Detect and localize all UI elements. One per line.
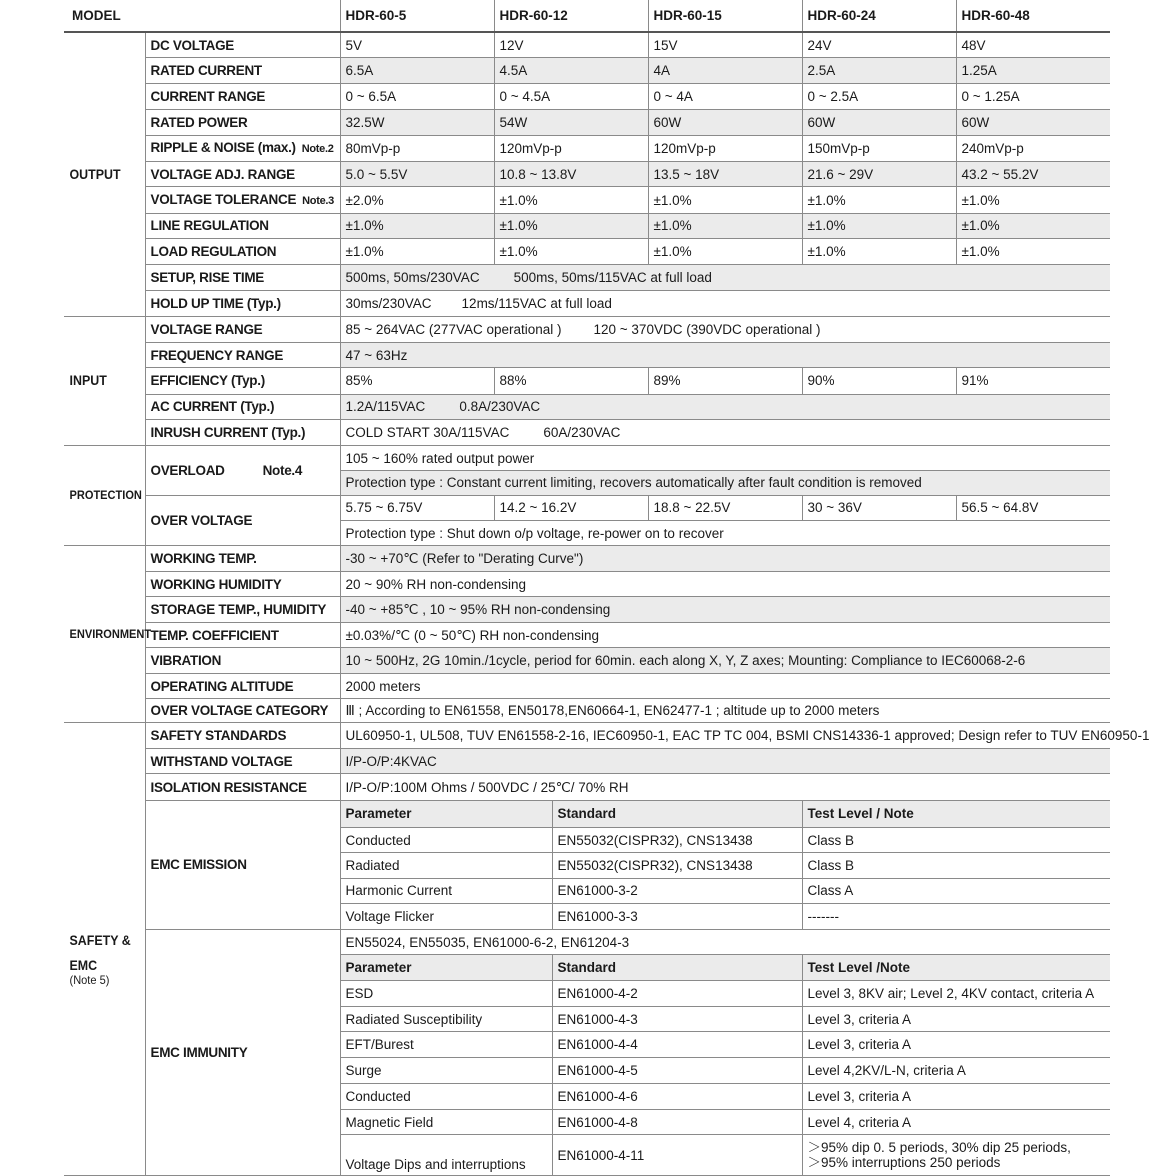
spec-value: 240mVp-p: [956, 135, 1110, 161]
table-cell: EN61000-4-6: [552, 1083, 802, 1109]
model-name: HDR-60-24: [802, 0, 956, 32]
spec-label-text: TEMP. COEFFICIENT: [150, 627, 279, 643]
spec-value: 120mVp-p: [494, 135, 648, 161]
spec-label-text: WORKING HUMIDITY: [150, 576, 282, 592]
spec-value: 60W: [648, 109, 802, 135]
spec-value: I/P-O/P:100M Ohms / 500VDC / 25℃/ 70% RH: [340, 774, 1110, 800]
spec-value: 0 ~ 6.5A: [340, 84, 494, 109]
spec-value: 18.8 ~ 22.5V: [648, 495, 802, 520]
spec-value: ±1.0%: [648, 238, 802, 264]
table-header: Parameter: [340, 955, 552, 980]
spec-value: 20 ~ 90% RH non-condensing: [340, 572, 1110, 596]
spec-value: ±0.03%/℃ (0 ~ 50℃) RH non-condensing: [340, 622, 1110, 647]
table-cell: [802, 1135, 1110, 1176]
spec-row: [64, 495, 1110, 520]
table-cell: Conducted: [340, 828, 552, 853]
spec-value: [340, 265, 1110, 290]
spec-row: [64, 265, 1110, 290]
spec-value: 43.2 ~ 55.2V: [956, 162, 1110, 187]
table-cell: Voltage Flicker: [340, 903, 552, 929]
table-cell: EN55032(CISPR32), CNS13438: [552, 853, 802, 878]
spec-value: 21.6 ~ 29V: [802, 162, 956, 187]
overload-label: [145, 446, 340, 496]
spec-row: [64, 316, 1110, 342]
table-cell: Level 3, criteria A: [802, 1006, 1110, 1031]
spec-label-text: WORKING TEMP.: [150, 551, 257, 567]
spec-label-text: OVER VOLTAGE CATEGORY: [150, 702, 329, 718]
spec-value: EN55024, EN55035, EN61000-6-2, EN61204-3: [340, 930, 1110, 955]
spec-row: [64, 84, 1110, 109]
spec-label-text: STORAGE TEMP., HUMIDITY: [150, 601, 327, 617]
spec-label: [145, 187, 340, 213]
spec-row: [64, 238, 1110, 264]
table-cell: Class B: [802, 853, 1110, 878]
spec-label-text: SAFETY STANDARDS: [150, 728, 287, 744]
spec-value: 5.0 ~ 5.5V: [340, 162, 494, 187]
spec-row: [64, 572, 1110, 596]
spec-value: [340, 419, 1110, 445]
spec-label-text: OPERATING ALTITUDE: [150, 678, 294, 694]
spec-value: 30 ~ 36V: [802, 495, 956, 520]
spec-row: [64, 622, 1110, 647]
spec-value: 48V: [956, 32, 1110, 57]
spec-label: [145, 674, 340, 698]
spec-label: [145, 774, 340, 800]
group-safety: [64, 722, 139, 1175]
dips-line-1: ＞95% dip 0. 5 periods, 30% dip 25 periods,: [807, 1140, 1071, 1156]
model-name: HDR-60-15: [648, 0, 802, 32]
spec-label: [145, 162, 340, 187]
spec-value: 91%: [956, 368, 1110, 394]
spec-table: [64, 0, 1150, 1176]
spec-label-text: VIBRATION: [150, 653, 222, 669]
spec-label: [145, 394, 340, 419]
over-voltage-label: OVER VOLTAGE: [145, 495, 340, 546]
spec-row: [64, 774, 1110, 800]
table-cell: Level 3, criteria A: [802, 1083, 1110, 1109]
table-cell: Voltage Dips and interruptions: [340, 1135, 552, 1176]
table-cell: Level 3, 8KV air; Level 2, 4KV contact, criteria A: [802, 980, 1110, 1006]
table-header: Parameter: [340, 800, 552, 827]
spec-row: [64, 648, 1110, 674]
table-cell: Class A: [802, 878, 1110, 903]
model-name: HDR-60-48: [956, 0, 1110, 32]
spec-value-a: COLD START 30A/115VAC: [345, 424, 510, 440]
spec-value: 54W: [494, 109, 648, 135]
spec-row: [64, 930, 1110, 955]
spec-label-text: RATED CURRENT: [150, 63, 262, 79]
spec-value-b: 500ms, 50ms/115VAC at full load: [513, 269, 712, 285]
spec-value: 60W: [802, 109, 956, 135]
spec-label: [145, 419, 340, 445]
spec-label-text: FREQUENCY RANGE: [150, 347, 284, 363]
spec-value: ±1.0%: [802, 238, 956, 264]
table-header: Test Level /Note: [802, 955, 1110, 980]
table-cell: Class B: [802, 828, 1110, 853]
spec-label: [145, 343, 340, 368]
spec-value: 32.5W: [340, 109, 494, 135]
table-header: Standard: [552, 800, 802, 827]
dips-line-2: ＞95% interruptions 250 periods: [807, 1155, 1001, 1171]
spec-value-b: 60A/230VAC: [543, 424, 621, 440]
spec-value: ±1.0%: [648, 187, 802, 213]
spec-label-text: EFFICIENCY (Typ.): [150, 373, 265, 389]
spec-label: [145, 698, 340, 722]
spec-value: ±1.0%: [340, 213, 494, 238]
spec-label: [145, 84, 340, 109]
spec-row: [64, 722, 1110, 748]
spec-value: 2000 meters: [340, 674, 1110, 698]
spec-value: -30 ~ +70℃ (Refer to "Derating Curve"): [340, 546, 1110, 572]
spec-value: 56.5 ~ 64.8V: [956, 495, 1110, 520]
group-safety-line1: SAFETY &: [69, 932, 131, 948]
spec-value: 6.5A: [340, 58, 494, 84]
model-label: MODEL: [64, 0, 340, 32]
spec-row: [64, 0, 1110, 32]
spec-value: 0 ~ 4.5A: [494, 84, 648, 109]
overload-label-text: OVERLOAD: [150, 462, 225, 478]
spec-label: [145, 58, 340, 84]
spec-value: 10.8 ~ 13.8V: [494, 162, 648, 187]
spec-label: [145, 32, 340, 57]
table-cell: Level 3, criteria A: [802, 1032, 1110, 1058]
spec-note: Note.3: [302, 194, 334, 207]
spec-value-b: 0.8A/230VAC: [459, 399, 541, 415]
spec-label-text: VOLTAGE ADJ. RANGE: [150, 166, 295, 182]
spec-label: [145, 622, 340, 647]
spec-row: [64, 343, 1110, 368]
table-cell: EN61000-3-2: [552, 878, 802, 903]
spec-value: 150mVp-p: [802, 135, 956, 161]
table-cell: -------: [802, 903, 1110, 929]
group-safety-line2: EMC: [69, 957, 98, 973]
spec-value: Protection type : Shut down o/p voltage, re-power on to recover: [340, 520, 1110, 545]
spec-value: ±1.0%: [494, 213, 648, 238]
spec-label-text: DC VOLTAGE: [150, 37, 234, 53]
spec-value: 4.5A: [494, 58, 648, 84]
spec-label: [145, 290, 340, 316]
overload-note: Note.4: [262, 462, 303, 478]
spec-label-text: WITHSTAND VOLTAGE: [150, 753, 293, 769]
group-environment: ENVIRONMENT: [64, 546, 139, 723]
spec-label: [145, 572, 340, 596]
spec-value: 1.25A: [956, 58, 1110, 84]
spec-label-text: AC CURRENT (Typ.): [150, 399, 275, 415]
table-header: Test Level / Note: [802, 800, 1110, 827]
spec-value: 90%: [802, 368, 956, 394]
spec-label: [145, 722, 340, 748]
spec-value: -40 ~ +85℃ , 10 ~ 95% RH non-condensing: [340, 596, 1110, 622]
table-cell: Harmonic Current: [340, 878, 552, 903]
group-output: OUTPUT: [64, 32, 139, 316]
spec-value: ±1.0%: [956, 213, 1110, 238]
table-cell: Surge: [340, 1058, 552, 1083]
spec-value: 4A: [648, 58, 802, 84]
spec-label: [145, 316, 340, 342]
spec-row: [64, 109, 1110, 135]
table-cell: Level 4,2KV/L-N, criteria A: [802, 1058, 1110, 1083]
spec-label-text: LINE REGULATION: [150, 218, 269, 234]
spec-label-text: SETUP, RISE TIME: [150, 269, 264, 285]
spec-value: 120mVp-p: [648, 135, 802, 161]
spec-label: [145, 265, 340, 290]
group-safety-note: (Note 5): [69, 972, 110, 987]
spec-label-text: HOLD UP TIME (Typ.): [150, 295, 281, 311]
spec-label-text: VOLTAGE RANGE: [150, 321, 263, 337]
spec-value: ±1.0%: [956, 238, 1110, 264]
spec-value: ±1.0%: [802, 187, 956, 213]
model-name: HDR-60-5: [340, 0, 494, 32]
spec-value-a: 1.2A/115VAC: [345, 399, 426, 415]
table-cell: ESD: [340, 980, 552, 1006]
spec-value: 88%: [494, 368, 648, 394]
table-cell: EN61000-4-8: [552, 1109, 802, 1134]
spec-row: [64, 596, 1110, 622]
spec-value-b: 120 ~ 370VDC (390VDC operational ): [593, 321, 821, 337]
table-cell: EN61000-4-2: [552, 980, 802, 1006]
spec-value: 80mVp-p: [340, 135, 494, 161]
spec-value: 5.75 ~ 6.75V: [340, 495, 494, 520]
spec-row: [64, 800, 1110, 827]
spec-value: Ⅲ ; According to EN61558, EN50178,EN60664-1, EN62477-1 ; altitude up to 2000 meters: [340, 698, 1110, 722]
spec-value: 60W: [956, 109, 1110, 135]
spec-value: ±1.0%: [494, 187, 648, 213]
table-cell: EN61000-3-3: [552, 903, 802, 929]
spec-row: [64, 749, 1110, 774]
spec-value: ±2.0%: [340, 187, 494, 213]
spec-value-a: 500ms, 50ms/230VAC: [345, 269, 480, 285]
spec-label-text: ISOLATION RESISTANCE: [150, 779, 307, 795]
spec-value-a: 85 ~ 264VAC (277VAC operational ): [345, 321, 562, 337]
spec-value: 89%: [648, 368, 802, 394]
spec-value: UL60950-1, UL508, TUV EN61558-2-16, IEC60950-1, EAC TP TC 004, BSMI CNS14336-1 approved; Design refer to TUV EN60950-1: [340, 722, 1110, 748]
spec-row: [64, 290, 1110, 316]
spec-row: [64, 446, 1110, 471]
emc-immunity-label: EMC IMMUNITY: [145, 930, 340, 1176]
spec-value: [340, 316, 1110, 342]
emc-emission-label: EMC EMISSION: [145, 800, 340, 929]
table-cell: Level 4, criteria A: [802, 1109, 1110, 1134]
spec-label: [145, 749, 340, 774]
spec-value: 0 ~ 4A: [648, 84, 802, 109]
spec-row: [64, 546, 1110, 572]
spec-label-text: CURRENT RANGE: [150, 89, 266, 104]
group-protection: PROTECTION: [64, 446, 139, 546]
spec-label: [145, 238, 340, 264]
spec-value: 14.2 ~ 16.2V: [494, 495, 648, 520]
spec-value: 5V: [340, 32, 494, 57]
table-cell: EN61000-4-5: [552, 1058, 802, 1083]
table-cell: EN61000-4-4: [552, 1032, 802, 1058]
spec-value: [340, 290, 1110, 316]
spec-row: [64, 213, 1110, 238]
group-input: INPUT: [64, 316, 139, 445]
spec-value: 0 ~ 2.5A: [802, 84, 956, 109]
spec-row: [64, 394, 1110, 419]
spec-label-text: RIPPLE & NOISE (max.): [150, 140, 296, 156]
spec-row: [64, 162, 1110, 187]
table-cell: Conducted: [340, 1083, 552, 1109]
table-header: Standard: [552, 955, 802, 980]
spec-value: 10 ~ 500Hz, 2G 10min./1cycle, period for 60min. each along X, Y, Z axes; Mounting: Compliance to IEC60068-2-6: [340, 648, 1110, 674]
spec-value: Protection type : Constant current limiting, recovers automatically after fault condition is removed: [340, 471, 1110, 495]
spec-label: [145, 135, 340, 161]
spec-value: 15V: [648, 32, 802, 57]
table-cell: Magnetic Field: [340, 1109, 552, 1134]
spec-row: [64, 187, 1110, 213]
table-cell: EFT/Burest: [340, 1032, 552, 1058]
spec-label-text: RATED POWER: [150, 114, 248, 130]
spec-value: ±1.0%: [648, 213, 802, 238]
spec-value: 85%: [340, 368, 494, 394]
spec-value: 2.5A: [802, 58, 956, 84]
table-cell: Radiated: [340, 853, 552, 878]
spec-value: ±1.0%: [340, 238, 494, 264]
spec-label: [145, 596, 340, 622]
spec-row: [64, 58, 1110, 84]
spec-row: [64, 419, 1110, 445]
spec-label-text: LOAD REGULATION: [150, 244, 277, 260]
model-name: HDR-60-12: [494, 0, 648, 32]
spec-value: 12V: [494, 32, 648, 57]
spec-row: [64, 368, 1110, 394]
spec-value: 47 ~ 63Hz: [340, 343, 1110, 368]
spec-row: [64, 135, 1110, 161]
spec-value-a: 30ms/230VAC: [345, 295, 432, 311]
spec-label: [145, 546, 340, 572]
table-cell: EN61000-4-3: [552, 1006, 802, 1031]
spec-value: ±1.0%: [802, 213, 956, 238]
table-cell: EN61000-4-11: [552, 1135, 802, 1176]
spec-value: ±1.0%: [494, 238, 648, 264]
spec-row: [64, 32, 1110, 57]
spec-value: I/P-O/P:4KVAC: [340, 749, 1110, 774]
table-cell: Radiated Susceptibility: [340, 1006, 552, 1031]
spec-label: [145, 213, 340, 238]
spec-label: [145, 648, 340, 674]
spec-value: 0 ~ 1.25A: [956, 84, 1110, 109]
spec-label: [145, 368, 340, 394]
spec-label-text: VOLTAGE TOLERANCE: [150, 191, 297, 207]
spec-row: [64, 674, 1110, 698]
spec-value: [340, 394, 1110, 419]
spec-value: 24V: [802, 32, 956, 57]
spec-value: 13.5 ~ 18V: [648, 162, 802, 187]
spec-value: ±1.0%: [956, 187, 1110, 213]
table-cell: EN55032(CISPR32), CNS13438: [552, 828, 802, 853]
spec-label: [145, 109, 340, 135]
spec-row: [64, 698, 1110, 722]
spec-label-text: INRUSH CURRENT (Typ.): [150, 424, 306, 440]
spec-note: Note.2: [301, 143, 334, 156]
spec-value: 105 ~ 160% rated output power: [340, 446, 1110, 471]
spec-value-b: 12ms/115VAC at full load: [461, 295, 612, 311]
